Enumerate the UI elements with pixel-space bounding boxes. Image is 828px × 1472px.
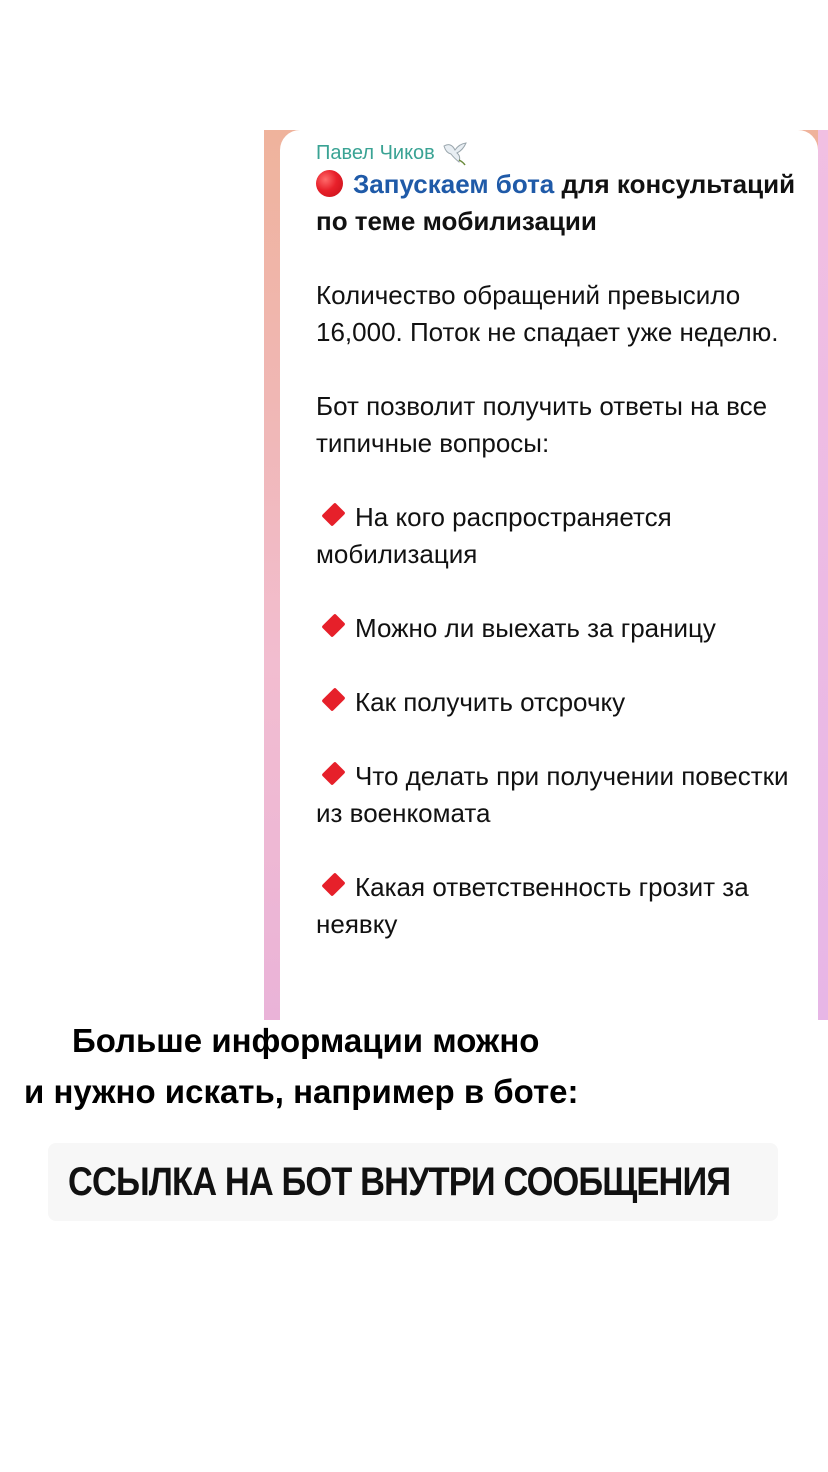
- bullet-text: Можно ли выехать за границу: [355, 613, 716, 643]
- red-diamond-icon: [321, 872, 345, 896]
- bullet-item: [316, 758, 816, 832]
- paragraph-intro: Бот позволит получить ответы на все типичные вопросы:: [316, 391, 768, 458]
- headline-rest: для консультаций по теме мобилизации: [316, 169, 796, 236]
- message-text: [316, 166, 816, 943]
- red-diamond-icon: [321, 687, 345, 711]
- red-diamond-icon: [321, 761, 345, 785]
- link-sticker[interactable]: [48, 1143, 778, 1221]
- bullet-item: [316, 499, 816, 573]
- red-diamond-icon: [321, 613, 345, 637]
- dove-icon: [441, 140, 469, 166]
- bullet-item: [316, 684, 816, 721]
- bullet-text: Какая ответственность грозит за неявку: [316, 872, 749, 939]
- bullet-text: На кого распространяется мобилизация: [316, 502, 672, 569]
- sender-name[interactable]: Павел Чиков: [316, 141, 435, 164]
- sender-name-row: [316, 140, 469, 166]
- link-sticker-label: ССЫЛКА НА БОТ ВНУТРИ СООБЩЕНИЯ: [68, 1159, 731, 1204]
- caption-line-1: Больше информации можно: [72, 1022, 540, 1059]
- paragraph-stats: Количество обращений превысило 16,000. Поток не спадает уже неделю.: [316, 280, 779, 347]
- message-bubble: [280, 130, 818, 1020]
- bullet-item: [316, 610, 816, 647]
- telegram-screenshot: [264, 130, 828, 1020]
- chat-background: [818, 130, 828, 1020]
- caption-line-2: и нужно искать, например в боте:: [24, 1073, 579, 1110]
- bullet-text: Что делать при получении повестки из военкомата: [316, 761, 789, 828]
- headline: [316, 166, 816, 240]
- bullet-text: Как получить отсрочку: [355, 687, 626, 717]
- bullet-item: [316, 869, 816, 943]
- red-circle-icon: [316, 170, 343, 197]
- red-diamond-icon: [321, 502, 345, 526]
- headline-link[interactable]: Запускаем бота: [353, 169, 555, 199]
